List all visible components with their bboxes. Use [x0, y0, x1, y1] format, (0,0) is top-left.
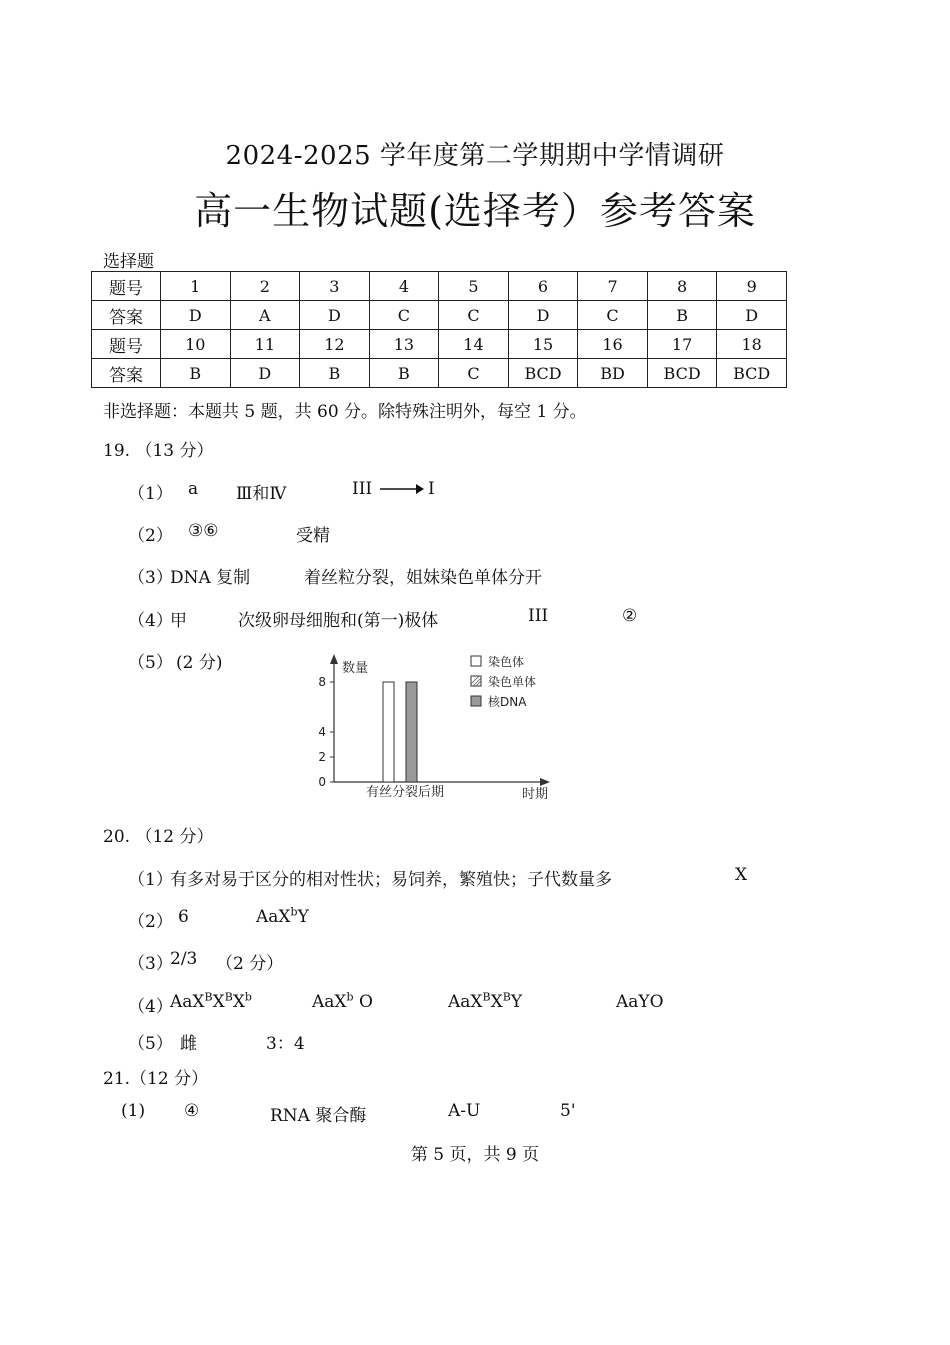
choice-section-label: 选择题 [103, 252, 154, 272]
q21-1-num: (1) [121, 1101, 146, 1121]
question-number: 10 [161, 330, 231, 359]
q19-1-b: Ⅲ和Ⅳ [236, 484, 287, 504]
q20-1-num: （1） [128, 870, 173, 890]
legend-label-chromatid: 染色单体 [488, 675, 537, 689]
q20-4-genotype-1: $AaX^BX^BX^b$ [170, 990, 252, 1012]
nonchoice-note: 非选择题：本题共 5 题，共 60 分。除特殊注明外，每空 1 分。 [103, 402, 587, 422]
q20-5-num: （5） [128, 1034, 173, 1054]
q20-3-num: （3） [128, 954, 173, 974]
answer-cell: BCD [508, 359, 578, 388]
q21-1-c: A-U [448, 1101, 481, 1121]
q19-2-b: 受精 [296, 526, 330, 546]
question-number: 16 [578, 330, 648, 359]
question-number: 6 [508, 272, 578, 301]
answer-cell: A [230, 301, 300, 330]
answer-cell: B [300, 359, 370, 388]
answer-cell: D [508, 301, 578, 330]
answer-cell: D [230, 359, 300, 388]
table-row [92, 272, 787, 301]
q20-3-b: （2 分） [216, 954, 284, 974]
q19-5-num: （5） [128, 653, 173, 673]
table-row [92, 301, 787, 330]
answer-cell: BCD [647, 359, 717, 388]
answer-cell: B [647, 301, 717, 330]
q20-2-num: （2） [128, 912, 173, 932]
title-line-2: 高一生物试题(选择考）参考答案 [194, 189, 756, 233]
row-header: 答案 [92, 359, 161, 388]
answer-cell: D [161, 301, 231, 330]
question-number: 8 [647, 272, 717, 301]
answer-table [91, 271, 787, 388]
answer-cell: C [439, 301, 509, 330]
answer-cell: C [369, 301, 439, 330]
q19-4-a: 甲 [170, 611, 187, 631]
q19-2-a: ③⑥ [188, 521, 219, 541]
question-number: 5 [439, 272, 509, 301]
question-number: 11 [230, 330, 300, 359]
answer-cell: C [439, 359, 509, 388]
q20-5-a: 雌 [180, 1034, 197, 1054]
q20-4-genotype-2: AaX$^b$ O [312, 990, 373, 1012]
q19-3-a: DNA 复制 [170, 568, 251, 588]
y-tick-label: 4 [318, 725, 326, 739]
q21-1-b: RNA 聚合酶 [270, 1106, 367, 1126]
q19-4-d: ② [622, 606, 638, 626]
legend-label-dna: 核DNA [488, 695, 527, 709]
q19-1-arrow-to: I [428, 479, 435, 499]
q19-1-num: （1） [128, 484, 173, 504]
q20-heading: 20. （12 分） [103, 827, 214, 847]
q19-heading: 19. （13 分） [103, 441, 214, 461]
answer-cell: C [578, 301, 648, 330]
q20-5-b: 3：4 [266, 1034, 305, 1054]
y-tick-label: 0 [318, 775, 326, 789]
q20-3-a: 2/3 [170, 949, 198, 969]
category-label: 有丝分裂后期 [366, 785, 445, 800]
bar-chart [300, 650, 570, 810]
question-number: 2 [230, 272, 300, 301]
y-tick-label: 8 [318, 675, 326, 689]
bar-blank [383, 682, 394, 782]
question-number: 17 [647, 330, 717, 359]
q20-1-a: 有多对易于区分的相对性状；易饲养，繁殖快；子代数量多 [170, 870, 612, 890]
q19-4-num: （4） [128, 611, 173, 631]
q20-4-genotype-4: AaYO [616, 992, 664, 1012]
q19-3-b: 着丝粒分裂，姐妹染色单体分开 [304, 568, 542, 588]
q19-2-num: （2） [128, 526, 173, 546]
question-number: 9 [717, 272, 787, 301]
answer-cell: B [161, 359, 231, 388]
row-header: 题号 [92, 272, 161, 301]
y-axis-arrow-icon [330, 654, 338, 664]
question-number: 18 [717, 330, 787, 359]
q20-2-a: 6 [178, 907, 189, 927]
answer-cell: BCD [717, 359, 787, 388]
table-row [92, 359, 787, 388]
answer-cell: BD [578, 359, 648, 388]
y-tick-label: 2 [318, 750, 326, 764]
q19-3-num: （3） [128, 568, 173, 588]
legend-label-chromosome: 染色体 [488, 655, 525, 669]
q20-4-num: （4） [128, 997, 173, 1017]
legend-swatch-dna [471, 696, 481, 706]
q19-5-a: (2 分) [176, 653, 223, 673]
table-row [92, 330, 787, 359]
title-line-1: 2024-2025 学年度第二学期期中学情调研 [225, 141, 725, 171]
q19-1-a: a [188, 479, 199, 499]
row-header: 答案 [92, 301, 161, 330]
q20-1-b: X [735, 865, 748, 885]
legend-swatch-chromosome [471, 656, 481, 666]
q21-heading: 21.（12 分） [103, 1069, 209, 1089]
right-arrow-icon [380, 482, 424, 496]
q19-1-arrow-from: III [352, 479, 373, 499]
q20-4-genotype-3: $AaX^BX^BY$ [448, 990, 523, 1012]
q21-1-a: ④ [184, 1101, 200, 1121]
legend-swatch-chromatid [471, 676, 481, 686]
q21-1-d: 5' [560, 1101, 576, 1121]
row-header: 题号 [92, 330, 161, 359]
q19-4-c: III [528, 606, 549, 626]
answer-cell: D [300, 301, 370, 330]
question-number: 15 [508, 330, 578, 359]
q20-2-genotype: AaX$^b$Y [256, 905, 309, 927]
q19-4-b: 次级卵母细胞和(第一)极体 [238, 611, 439, 631]
question-number: 7 [578, 272, 648, 301]
question-number: 14 [439, 330, 509, 359]
bar-gray [406, 682, 417, 782]
page-footer: 第 5 页，共 9 页 [410, 1145, 540, 1165]
question-number: 12 [300, 330, 370, 359]
question-number: 3 [300, 272, 370, 301]
x-axis-label: 时期 [522, 787, 549, 802]
y-axis-label: 数量 [342, 661, 369, 676]
question-number: 13 [369, 330, 439, 359]
answer-cell: D [717, 301, 787, 330]
x-axis-arrow-icon [540, 778, 550, 786]
question-number: 1 [161, 272, 231, 301]
question-number: 4 [369, 272, 439, 301]
answer-cell: B [369, 359, 439, 388]
